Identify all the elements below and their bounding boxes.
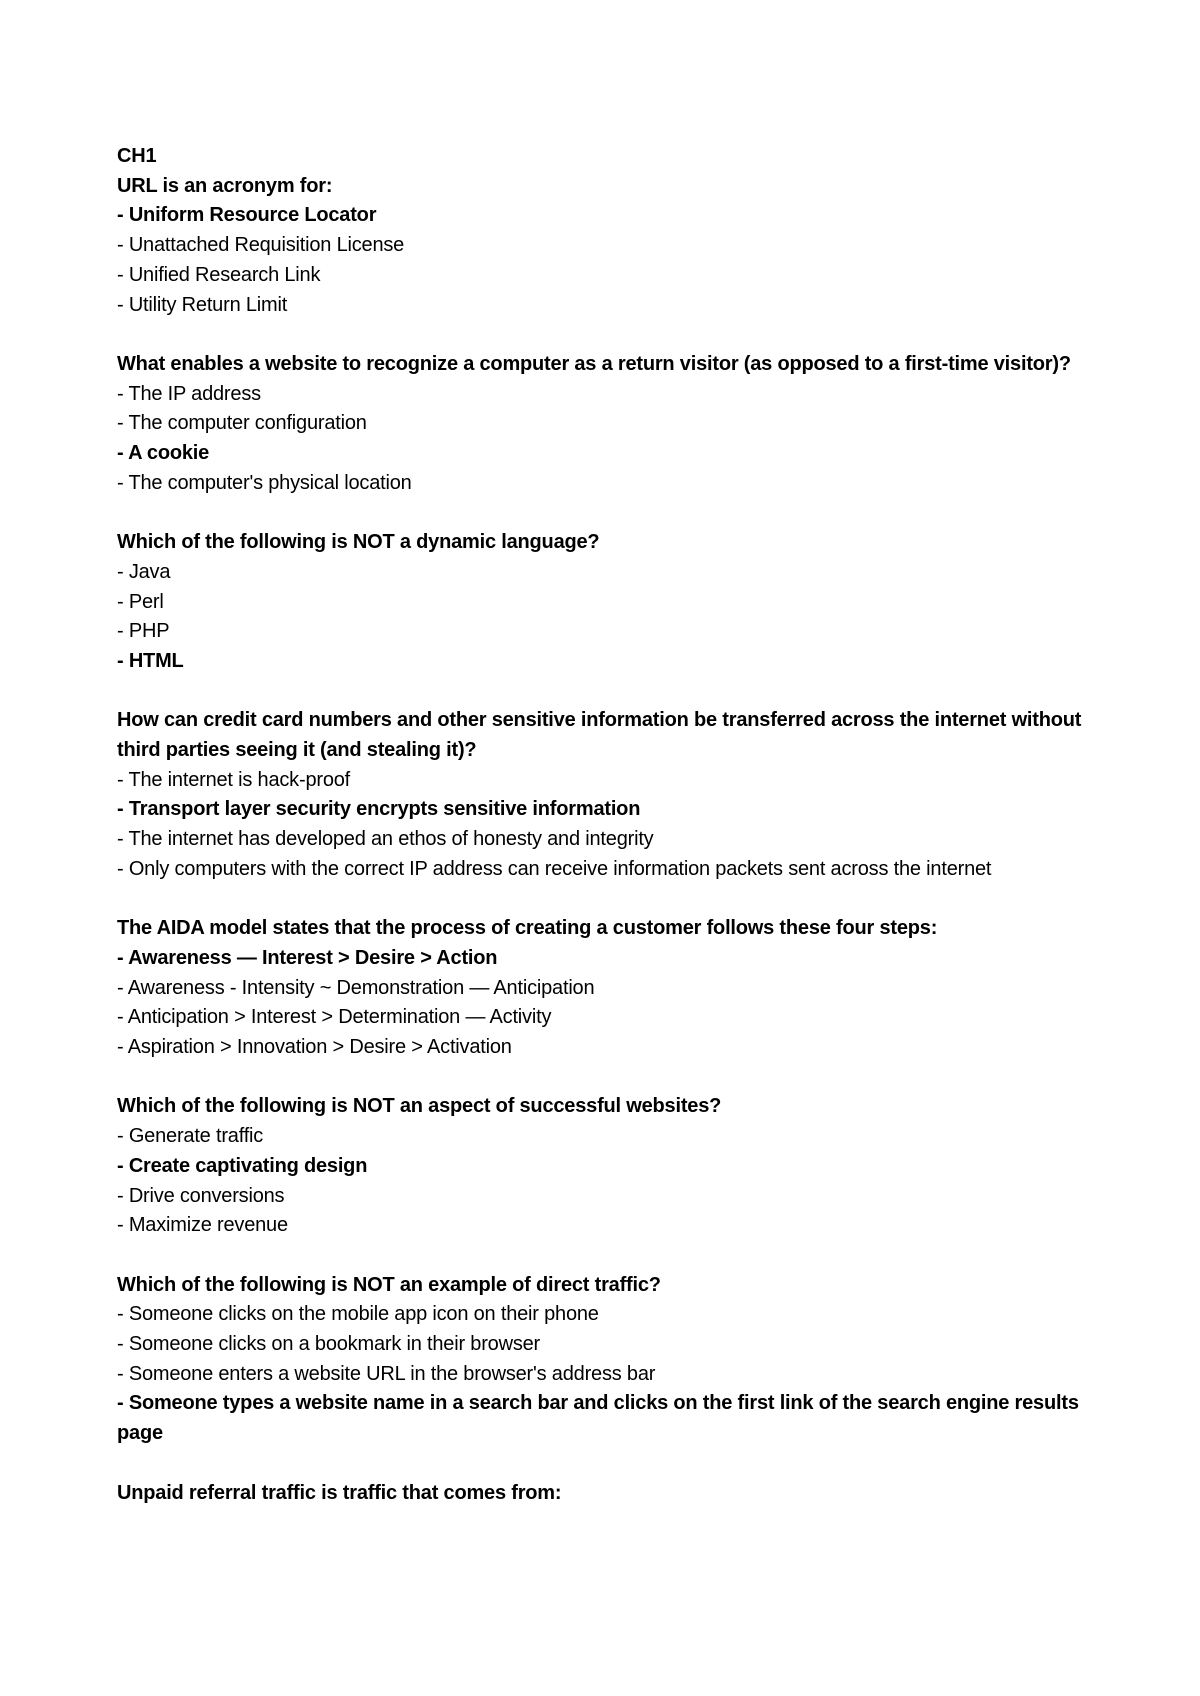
- answer-option: - Unattached Requisition License: [117, 234, 405, 257]
- answer-option: - Someone enters a website URL in the browser's address bar: [117, 1362, 656, 1385]
- question-block: [117, 528, 1097, 677]
- correct-answer-option: - Transport layer security encrypts sensitive information: [117, 798, 641, 821]
- answer-option: - Someone clicks on a bookmark in their browser: [117, 1333, 541, 1356]
- question-list: [117, 172, 1097, 1509]
- question-text: Unpaid referral traffic is traffic that comes from:: [117, 1481, 562, 1504]
- question-text: How can credit card numbers and other sensitive information be transferred across the internet without third parties seeing it (and stealing it)?: [117, 709, 1082, 762]
- answer-option: - Someone clicks on the mobile app icon on their phone: [117, 1303, 599, 1326]
- answer-option: - The internet is hack-proof: [117, 768, 351, 791]
- question-block: [117, 914, 1097, 1063]
- answer-option: - Anticipation > Interest > Determination — Activity: [117, 1006, 552, 1029]
- question-text: Which of the following is NOT an aspect of successful websites?: [117, 1095, 722, 1118]
- answer-option: - The IP address: [117, 382, 261, 405]
- question-text: Which of the following is NOT an example of direct traffic?: [117, 1273, 661, 1296]
- correct-answer-option: - A cookie: [117, 442, 210, 465]
- chapter-heading: CH1: [117, 145, 157, 167]
- correct-answer-option: - Uniform Resource Locator: [117, 204, 377, 227]
- answer-option: - Unified Research Link: [117, 263, 321, 286]
- paragraph-spacer: [117, 498, 1097, 528]
- answer-option: - The computer configuration: [117, 412, 367, 435]
- paragraph-spacer: [117, 1449, 1097, 1479]
- paragraph-spacer: [117, 885, 1097, 915]
- answer-option: - The internet has developed an ethos of honesty and integrity: [117, 828, 654, 851]
- question-block: [117, 1479, 1097, 1509]
- answer-option: - Generate traffic: [117, 1125, 264, 1148]
- answer-option: - PHP: [117, 620, 170, 643]
- correct-answer-option: - Create captivating design: [117, 1154, 368, 1177]
- document-page: [117, 142, 1097, 1508]
- answer-option: - The computer's physical location: [117, 471, 412, 494]
- question-text: What enables a website to recognize a computer as a return visitor (as opposed to a first-time visitor)?: [117, 352, 1071, 375]
- question-block: [117, 172, 1097, 321]
- correct-answer-option: - Awareness — Interest > Desire > Action: [117, 946, 498, 969]
- answer-option: - Drive conversions: [117, 1184, 285, 1207]
- correct-answer-option: - Someone types a website name in a search bar and clicks on the first link of the search engine results page: [117, 1392, 1079, 1445]
- question-block: [117, 1271, 1097, 1449]
- question-block: [117, 1092, 1097, 1241]
- paragraph-spacer: [117, 320, 1097, 350]
- answer-option: - Perl: [117, 590, 164, 613]
- answer-option: - Java: [117, 560, 171, 583]
- question-text: URL is an acronym for:: [117, 174, 333, 197]
- paragraph-spacer: [117, 677, 1097, 707]
- correct-answer-option: - HTML: [117, 649, 184, 672]
- answer-option: - Only computers with the correct IP address can receive information packets sent across the internet: [117, 857, 992, 880]
- answer-option: - Awareness - Intensity ~ Demonstration — Anticipation: [117, 976, 595, 999]
- answer-option: - Maximize revenue: [117, 1214, 288, 1237]
- paragraph-spacer: [117, 1063, 1097, 1093]
- question-text: The AIDA model states that the process of creating a customer follows these four steps:: [117, 917, 938, 940]
- question-block: [117, 350, 1097, 499]
- answer-option: - Utility Return Limit: [117, 293, 288, 316]
- question-text: Which of the following is NOT a dynamic language?: [117, 531, 600, 554]
- paragraph-spacer: [117, 1241, 1097, 1271]
- answer-option: - Aspiration > Innovation > Desire > Activation: [117, 1036, 512, 1059]
- question-block: [117, 706, 1097, 884]
